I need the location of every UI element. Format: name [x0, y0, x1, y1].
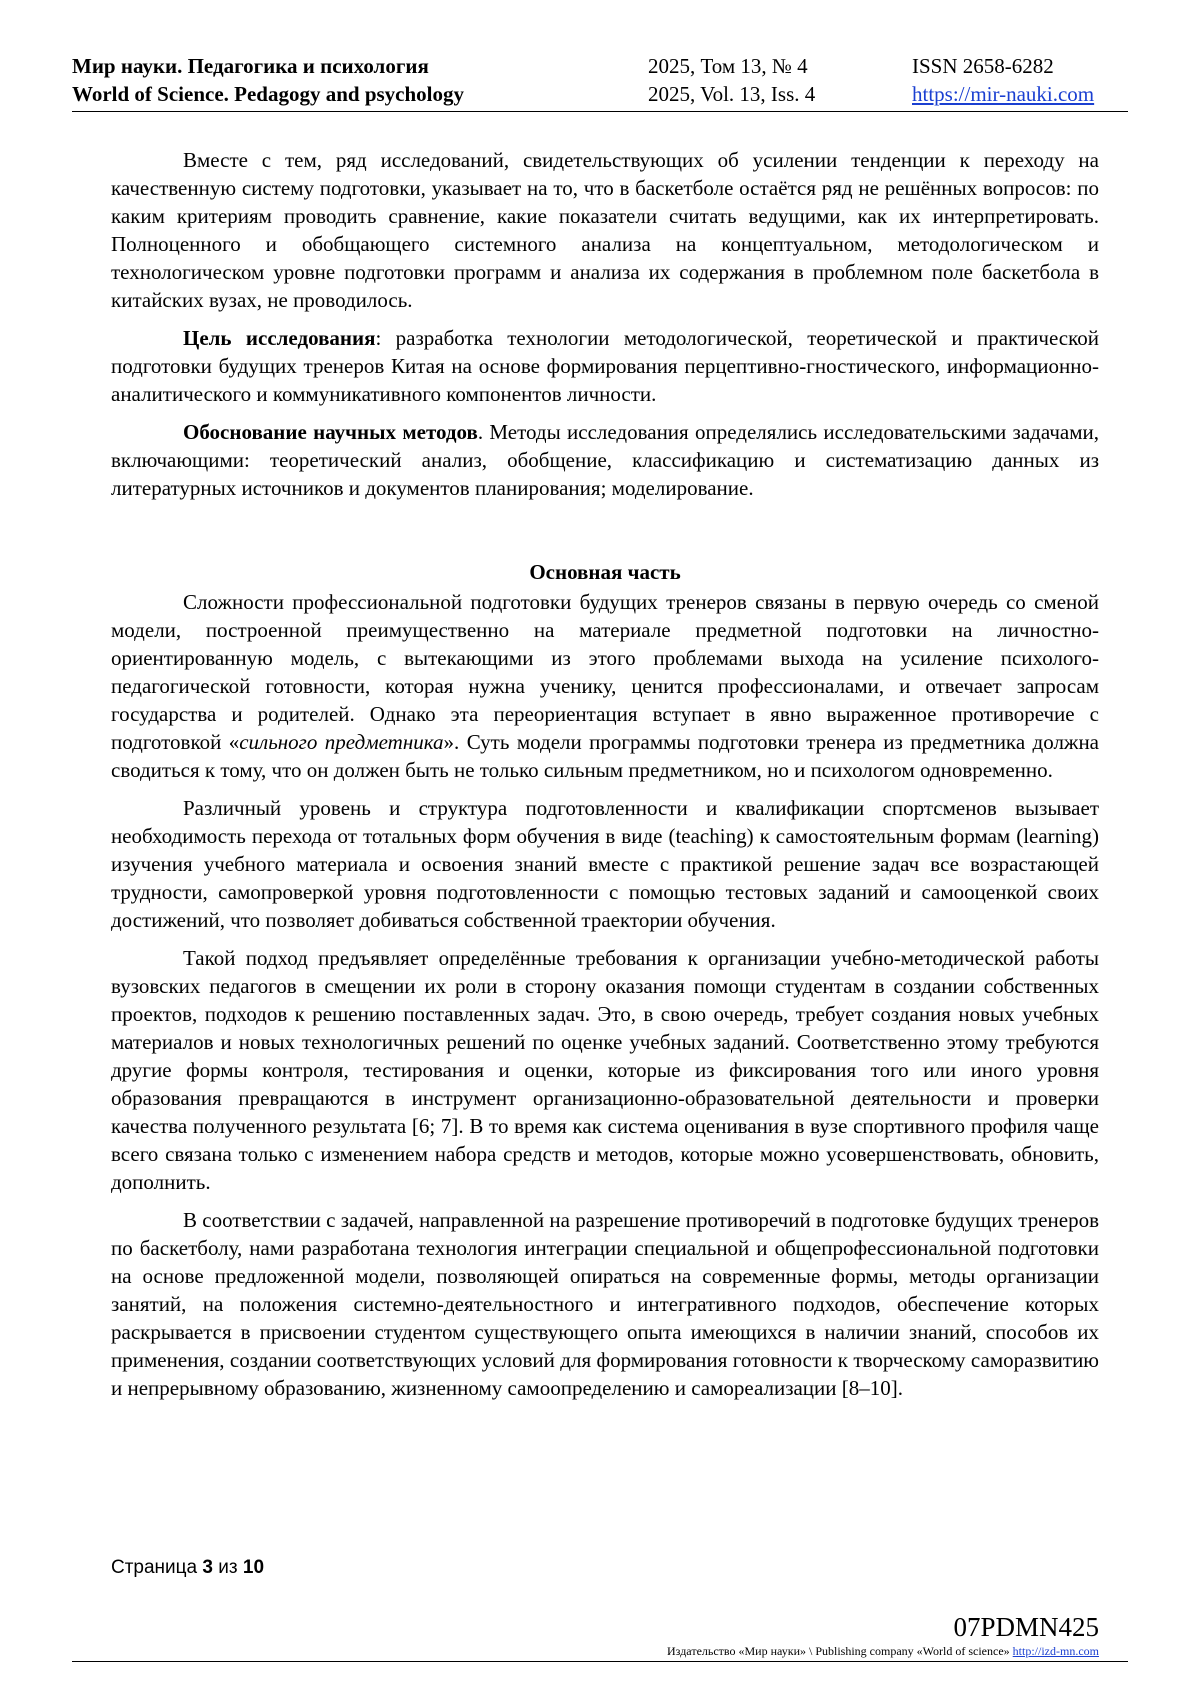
page-number: [111, 1556, 264, 1580]
journal-title-ru: Мир науки. Педагогика и психология: [72, 54, 429, 78]
header-divider: [72, 111, 1128, 112]
journal-title-en: World of Science. Pedagogy and psychology: [72, 82, 465, 106]
page-word: Страница: [111, 1557, 198, 1578]
section-heading: Основная часть: [529, 560, 681, 584]
paragraph-4-start: Сложности профессиональной подготовки будущих тренеров связаны в первую очередь со сменой модели, построенной преимущественно на материале предметной подготовки на личностно-ориентированную модель, с вытекающими из этого проблемами выхода на усиление психолого-педагогической готовности, которая нужна ученику, ценится профессионалами, и отвечает запросам государства и родителей. Однако эта переориентация вступает в явно выраженное противоречие с подготовкой «: [111, 590, 1099, 754]
publisher-line: [667, 1643, 1099, 1659]
issue-en: 2025, Vol. 13, Iss. 4: [648, 82, 816, 106]
paragraph-4-italic: сильного предметника: [239, 730, 444, 754]
paragraph-1: Вместе с тем, ряд исследований, свидетельствующих об усилении тенденции к переходу на качественную систему подготовки, указывает на то, что в баскетболе остаётся ряд не решённых вопросов: по каким критериям проводить сравнение, какие показатели считать ведущими, как их интерпретировать. Полноценного и обобщающего системного анализа на концептуальном, методологическом и технологическом уровне подготовки программ и анализа их содержания в проблемном поле баскетбола в китайских вузах, не проводилось.: [111, 148, 1099, 312]
paragraph-goal: [111, 324, 1099, 408]
publisher-text: Издательство «Мир науки» \ Publishing company «World of science»: [667, 1644, 1010, 1658]
document-id: 07PDMN425: [953, 1612, 1099, 1642]
paragraph-5: Различный уровень и структура подготовленности и квалификации спортсменов вызывает необходимость перехода от тотальных форм обучения в виде (teaching) к самостоятельным формам (learning) изучения учебного материала и освоения знаний вместе с практикой решение задач все возрастающей трудности, самопроверкой уровня подготовленности с помощью тестовых заданий и самооценкой своих достижений, что позволяет добиваться собственной траектории обучения.: [111, 796, 1099, 932]
page-total: 10: [242, 1557, 265, 1578]
goal-text: : разработка технологии методологической, теоретической и практической подготовки будущих тренеров Китая на основе формирования перцептивно-гностического, информационно-аналитического и коммуникативного компонентов личности.: [111, 326, 1099, 406]
goal-label: Цель исследования: [183, 326, 376, 350]
running-header: [72, 52, 1128, 110]
paragraph-4-end: ». Суть модели программы подготовки тренера из предметника должна сводиться к тому, что он должен быть не только сильным предметником, но и психологом одновременно.: [111, 730, 1099, 782]
paragraph-6: Такой подход предъявляет определённые требования к организации учебно-методической работы вузовских педагогов в смещении их роли в сторону оказания помощи студентам в создании собственных проектов, подходов к решению поставленных задач. Это, в свою очередь, требует создания новых учебных материалов и новых технологичных решений по оценке учебных заданий. Соответственно этому требуются другие формы контроля, тестирования и оценки, которые из фиксирования того или иного уровня образования превращаются в инструмент организационно-образовательной деятельности и проверки качества полученного результата [6; 7]. В то время как система оценивания в вузе спортивного профиля чаще всего связана только с изменением набора средств и методов, которые можно усовершенствовать, обновить, дополнить.: [111, 946, 1099, 1194]
issn: ISSN 2658-6282: [912, 54, 1054, 78]
paragraph-7: В соответствии с задачей, направленной на разрешение противоречий в подготовке будущих тренеров по баскетболу, нами разработана технология интеграции специальной и общепрофессиональной подготовки на основе предложенной модели, позволяющей опираться на современные формы, методы организации занятий, на положения системно-деятельностного и интегративного подходов, обеспечение которых раскрывается в присвоении студентом существующего опыта имеющихся в наличии знаний, способов их применения, создании соответствующих условий для формирования готовности к творческому саморазвитию и непрерывному образованию, жизненному самоопределению и самореализации [8–10].: [111, 1208, 1099, 1400]
article-body: [111, 146, 1099, 1412]
issue-block: [648, 52, 815, 108]
methods-text: . Методы исследования определялись исследовательскими задачами, включающими: теоретический анализ, обобщение, классификацию и систематизацию данных из литературных источников и документов планирования; моделирование.: [111, 420, 1099, 500]
paragraph-methods: [111, 418, 1099, 502]
page-of: из: [218, 1557, 238, 1578]
journal-title-block: [72, 52, 464, 108]
journal-url-link[interactable]: https://mir-nauki.com: [912, 82, 1095, 106]
issue-ru: 2025, Том 13, № 4: [648, 54, 808, 78]
methods-label: Обоснование научных методов: [183, 420, 478, 444]
page-current: 3: [202, 1557, 213, 1578]
section-spacer: [111, 512, 1099, 558]
paragraph-4: [111, 588, 1099, 784]
publisher-url-link[interactable]: http://izd-mn.com: [1012, 1644, 1099, 1658]
issn-block: [912, 52, 1094, 108]
footer-divider: [72, 1661, 1128, 1662]
